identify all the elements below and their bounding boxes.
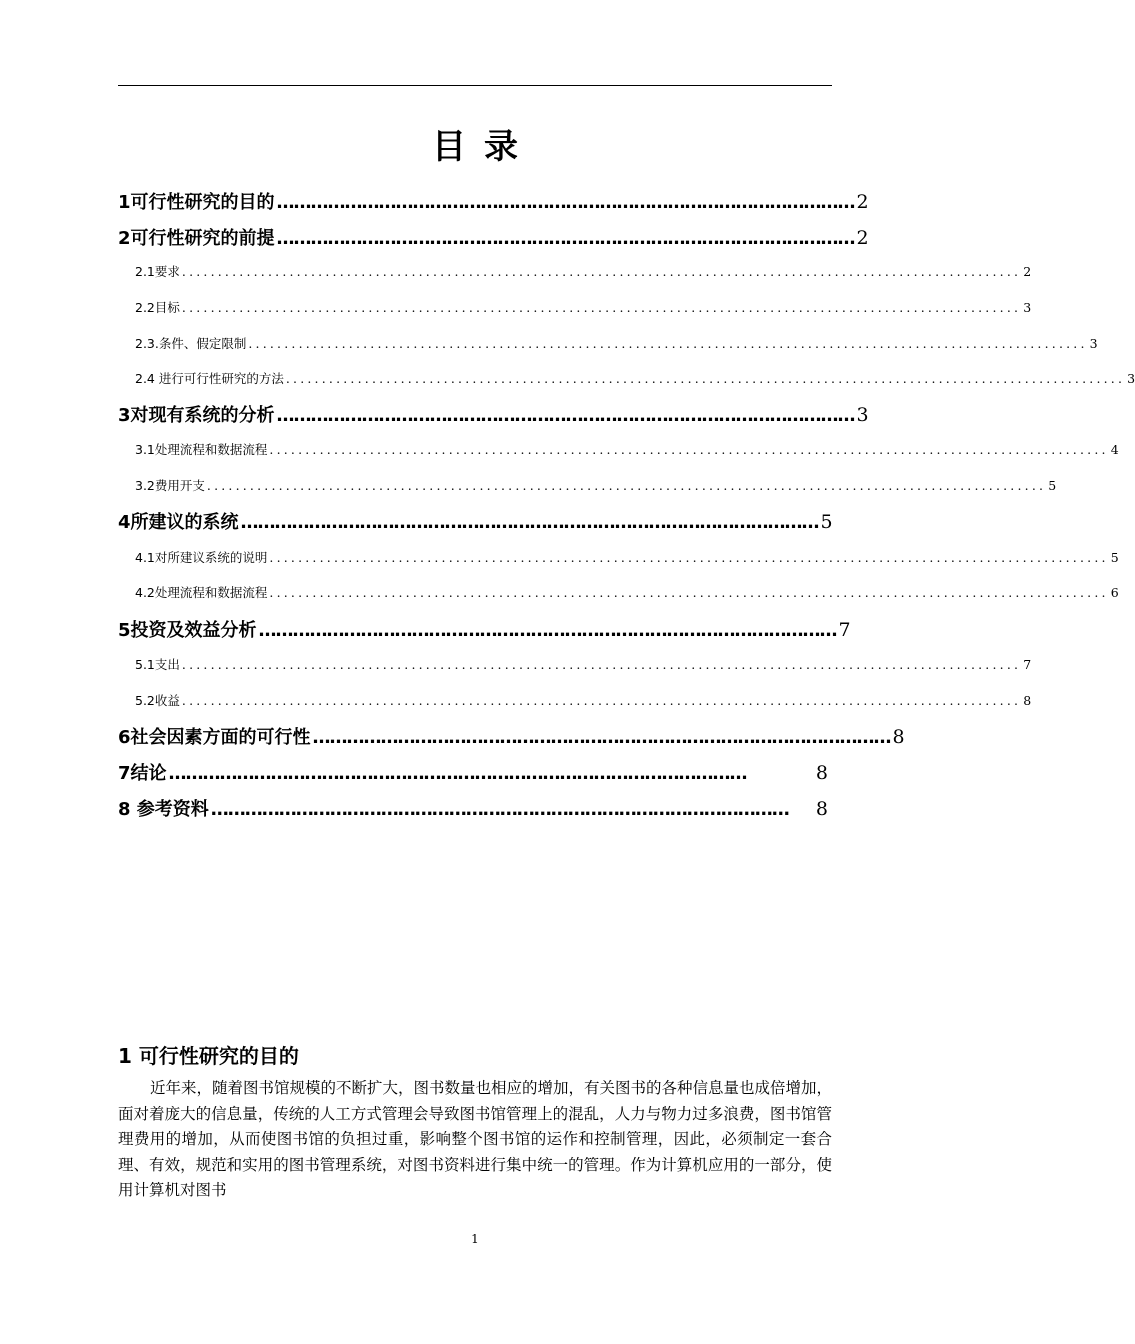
toc-entry-page: 8 [815,762,828,784]
toc-entry[interactable] [118,508,833,536]
toc-leader-dots: ..................................................................................................................... [269,550,1109,565]
toc-leader-dots: ………………………………………………………………………………………… [240,512,819,533]
toc-leader-dots: ………………………………………………………………………………………… [210,799,789,820]
toc-entry-label: 5投资及效益分析 [118,620,257,641]
toc-entry-page: 8 [815,798,828,820]
toc-entry-page: 7 [1023,657,1032,672]
toc-leader-dots: ..................................................................................................................... [285,371,1126,386]
section-heading: 1 可行性研究的目的 [118,1044,299,1068]
toc-entry[interactable] [118,616,851,644]
toc-entry-label: 3.1处理流程和数据流程 [135,442,268,457]
toc-entry[interactable] [135,262,1032,282]
toc-entry-page: 8 [892,726,905,748]
toc-entry[interactable] [118,401,869,429]
toc-entry-label: 2.3.条件、假定限制 [135,336,247,351]
toc-entry-page: 5 [820,511,833,533]
toc-entry[interactable] [118,224,869,252]
toc-entry-page: 2 [856,227,869,249]
toc-entry-page: 8 [1023,693,1032,708]
toc-entry-page: 3 [1089,336,1098,351]
toc-entry[interactable] [135,334,1098,354]
toc-entry[interactable] [135,369,1135,389]
toc-entry-label: 5.1支出 [135,657,180,672]
toc-entry[interactable] [135,655,1032,675]
toc-entry[interactable] [135,548,1119,568]
toc-entry-label: 2.4 进行可行性研究的方法 [135,371,284,386]
toc-leader-dots: ………………………………………………………………………………………… [168,763,747,784]
toc-title: 目录 [432,127,536,167]
toc-entry[interactable] [118,759,828,787]
toc-entry-page: 3 [856,404,869,426]
toc-entry-label: 1可行性研究的目的 [118,192,275,213]
toc-entry[interactable] [118,723,905,751]
toc-leader-dots: ..................................................................................................................... [181,657,1022,672]
toc-entry-page: 5 [1048,478,1057,493]
toc-entry-label: 3对现有系统的分析 [118,405,275,426]
toc-entry[interactable] [135,298,1032,318]
toc-entry-label: 4.2处理流程和数据流程 [135,585,268,600]
toc-entry-label: 2可行性研究的前提 [118,228,275,249]
toc-entry-page: 4 [1110,442,1119,457]
body-paragraph: 近年来，随着图书馆规模的不断扩大，图书数量也相应的增加，有关图书的各种信息量也成倍增加，面对着庞大的信息量，传统的人工方式管理会导致图书馆管理上的混乱，人力与物力过多浪费，图书馆管理费用的增加，从而使图书馆的负担过重，影响整个图书馆的运作和控制管理，因此，必须制定一套合理、有效，规范和实用的图书管理系统，对图书资料进行集中统一的管理。作为计算机应用的一部分，使用计算机对图书 [118,1079,833,1199]
toc-entry-label: 8 参考资料 [118,799,209,820]
toc-entry[interactable] [135,691,1032,711]
toc-entry-page: 2 [856,191,869,213]
toc-leader-dots: ..................................................................................................................... [248,336,1088,351]
toc-entry-label: 7结论 [118,763,167,784]
toc-entry[interactable] [135,583,1119,603]
toc-entry-label: 5.2收益 [135,693,180,708]
toc-leader-dots: ………………………………………………………………………………………… [276,405,855,426]
toc-entry[interactable] [135,476,1057,496]
toc-entry-page: 5 [1110,550,1119,565]
toc-leader-dots: ………………………………………………………………………………………… [258,620,837,641]
toc-entry-page: 6 [1110,585,1119,600]
page-number: 1 [471,1232,479,1246]
toc-leader-dots: ………………………………………………………………………………………… [312,727,891,748]
toc-entry[interactable] [135,440,1119,460]
toc-leader-dots: ………………………………………………………………………………………… [276,192,855,213]
toc-entry-label: 4.1对所建议系统的说明 [135,550,268,565]
toc-entry-label: 2.2目标 [135,300,180,315]
toc-entry-label: 3.2费用开支 [135,478,205,493]
toc-entry-page: 3 [1023,300,1032,315]
toc-entry-label: 6社会因素方面的可行性 [118,727,311,748]
toc-leader-dots: ..................................................................................................................... [181,693,1022,708]
toc-leader-dots: ..................................................................................................................... [206,478,1047,493]
toc-entry[interactable] [118,795,828,823]
toc-entry-page: 3 [1127,371,1135,386]
toc-leader-dots: ..................................................................................................................... [181,264,1022,279]
toc-leader-dots: ..................................................................................................................... [269,585,1109,600]
header-rule [118,85,832,86]
toc-leader-dots: ………………………………………………………………………………………… [276,228,855,249]
toc-entry-page: 2 [1023,264,1032,279]
toc-entry-label: 4所建议的系统 [118,512,239,533]
toc-entry-page: 7 [838,619,851,641]
toc-entry[interactable] [118,188,869,216]
toc-leader-dots: ..................................................................................................................... [181,300,1022,315]
toc-leader-dots: ..................................................................................................................... [269,442,1109,457]
toc-entry-label: 2.1要求 [135,264,180,279]
